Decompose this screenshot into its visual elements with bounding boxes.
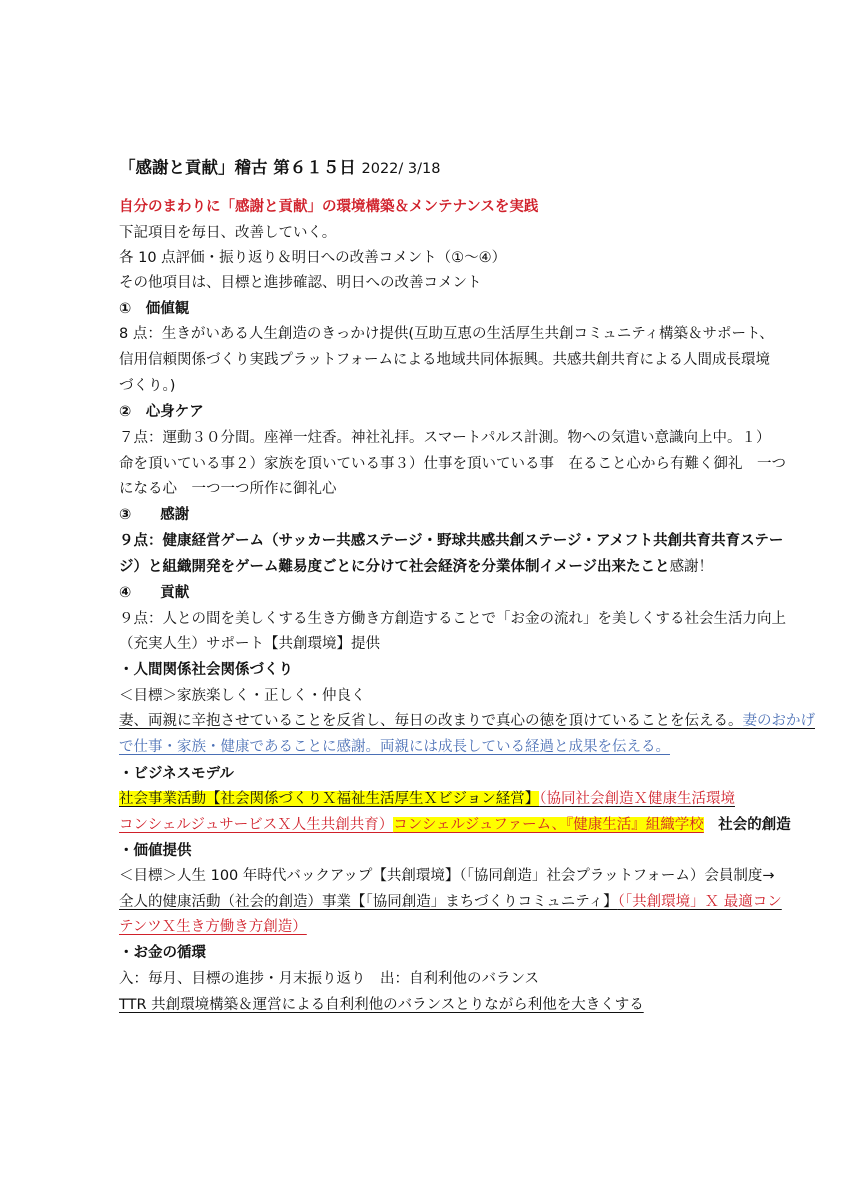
section3-line-bold: ジ）と組織開発をゲーム難易度ごとに分けて社会経済を分業体制イメージ出来たこと	[119, 559, 670, 575]
intro-headline: 自分のまわりに「感謝と貢献」の環境構築＆メンテナンスを実践	[119, 199, 539, 215]
money-line-2: TTR 共創環境構築＆運営による自利利他のバランスとりながら利他を大きくする	[119, 997, 644, 1013]
business-highlight-1: 社会事業活動【社会関係づくりＸ福祉生活厚生Ｘビジョン経営】	[119, 791, 540, 807]
relations-heading: ・人間関係社会関係づくり	[119, 662, 293, 678]
value-line-3: テンツＸ生き方働き方創造）	[119, 919, 307, 935]
intro-line-3: その他項目は、目標と進捗確認、明日への改善コメント	[119, 275, 482, 291]
section3-line	[119, 557, 759, 577]
section3-line: ９点：健康経営ゲーム（サッカー共感ステージ・野球共感共創ステージ・アメフト共創共育共育ステー	[119, 533, 784, 549]
value-heading: ・価値提供	[119, 843, 192, 859]
business-line-2	[119, 815, 791, 835]
section3-line-rest: 感謝！	[669, 559, 714, 575]
relations-line-1a: 妻、両親に辛抱させていることを反省し、毎日の改まりで真心の徳を頂けていることを伝える。	[119, 713, 743, 729]
value-line-2a: 全人的健康活動（社会的創造）事業【「協同創造」まちづくりコミュニティ】	[119, 894, 618, 910]
section4-line: ９点：人との間を美しくする生き方働き方創造することで「お金の流れ」を美しくする社会生活力向上	[119, 611, 786, 627]
relations-line-1b: 妻のおかげ	[742, 713, 815, 729]
value-line-2b: （「共創環境」Ｘ 最適コン	[617, 894, 782, 910]
value-line-2	[119, 892, 782, 912]
section1-line: づくり。)	[119, 378, 176, 394]
section-heading-gratitude: ③ 感謝	[119, 507, 190, 523]
business-end: 社会的創造	[718, 817, 791, 833]
intro-line-1: 下記項目を毎日、改善していく。	[119, 225, 337, 241]
section-heading-values: ① 価値観	[119, 301, 190, 317]
section2-line: になる心 一つ一つ所作に御礼心	[119, 481, 337, 497]
section4-line: （充実人生）サポート【共創環境】提供	[119, 636, 380, 652]
section-heading-contribution: ④ 貢献	[119, 585, 190, 601]
relations-line-1	[119, 711, 815, 731]
money-line-1: 入：毎月、目標の進捗・月末振り返り 出：自利利他のバランス	[119, 971, 540, 987]
intro-line-2: 各 10 点評価・振り返り＆明日への改善コメント（①～④）	[119, 250, 507, 266]
money-heading: ・お金の循環	[119, 945, 206, 961]
business-heading: ・ビジネスモデル	[119, 766, 234, 782]
business-highlight-2: コンシェルジュファーム、『健康生活』組織学校	[393, 817, 704, 833]
business-line-1	[119, 789, 759, 809]
title-text: 「感謝と貢献」稽古 第６１５日	[119, 158, 356, 177]
section1-line: 8 点：生きがいある人生創造のきっかけ提供(互助互恵の生活厚生共創コミュニティ構築＆サポート、	[119, 326, 774, 342]
date-text: 2022/ 3/18	[361, 161, 441, 177]
page-title	[119, 158, 759, 179]
section2-line: ７点：運動３０分間。座禅一炷香。神社礼拝。スマートパルス計測。物への気遣い意識向上中。１）	[119, 430, 771, 446]
section2-line: 命を頂いている事２）家族を頂いている事３）仕事を頂いている事 在ること心から有難く御礼 一つ	[119, 456, 786, 472]
section1-line: 信用信頼関係づくり実践プラットフォームによる地域共同体振興。共感共創共育による人間成長環境	[119, 352, 771, 368]
relations-goal: ＜目標＞家族楽しく・正しく・仲良く	[119, 688, 366, 704]
business-red-2: コンシェルジュサービスＸ人生共創共育）	[119, 817, 394, 833]
section-heading-mind-body-care: ② 心身ケア	[119, 404, 204, 420]
business-red-1: （協同社会創造Ｘ健康生活環境	[539, 791, 735, 807]
relations-line-2: で仕事・家族・健康であることに感謝。両親には成長している経過と成果を伝える。	[119, 739, 670, 755]
value-line-1: ＜目標＞人生 100 年時代バックアップ【共創環境】（「協同創造」社会プラットフォーム）会員制度→	[119, 868, 775, 884]
